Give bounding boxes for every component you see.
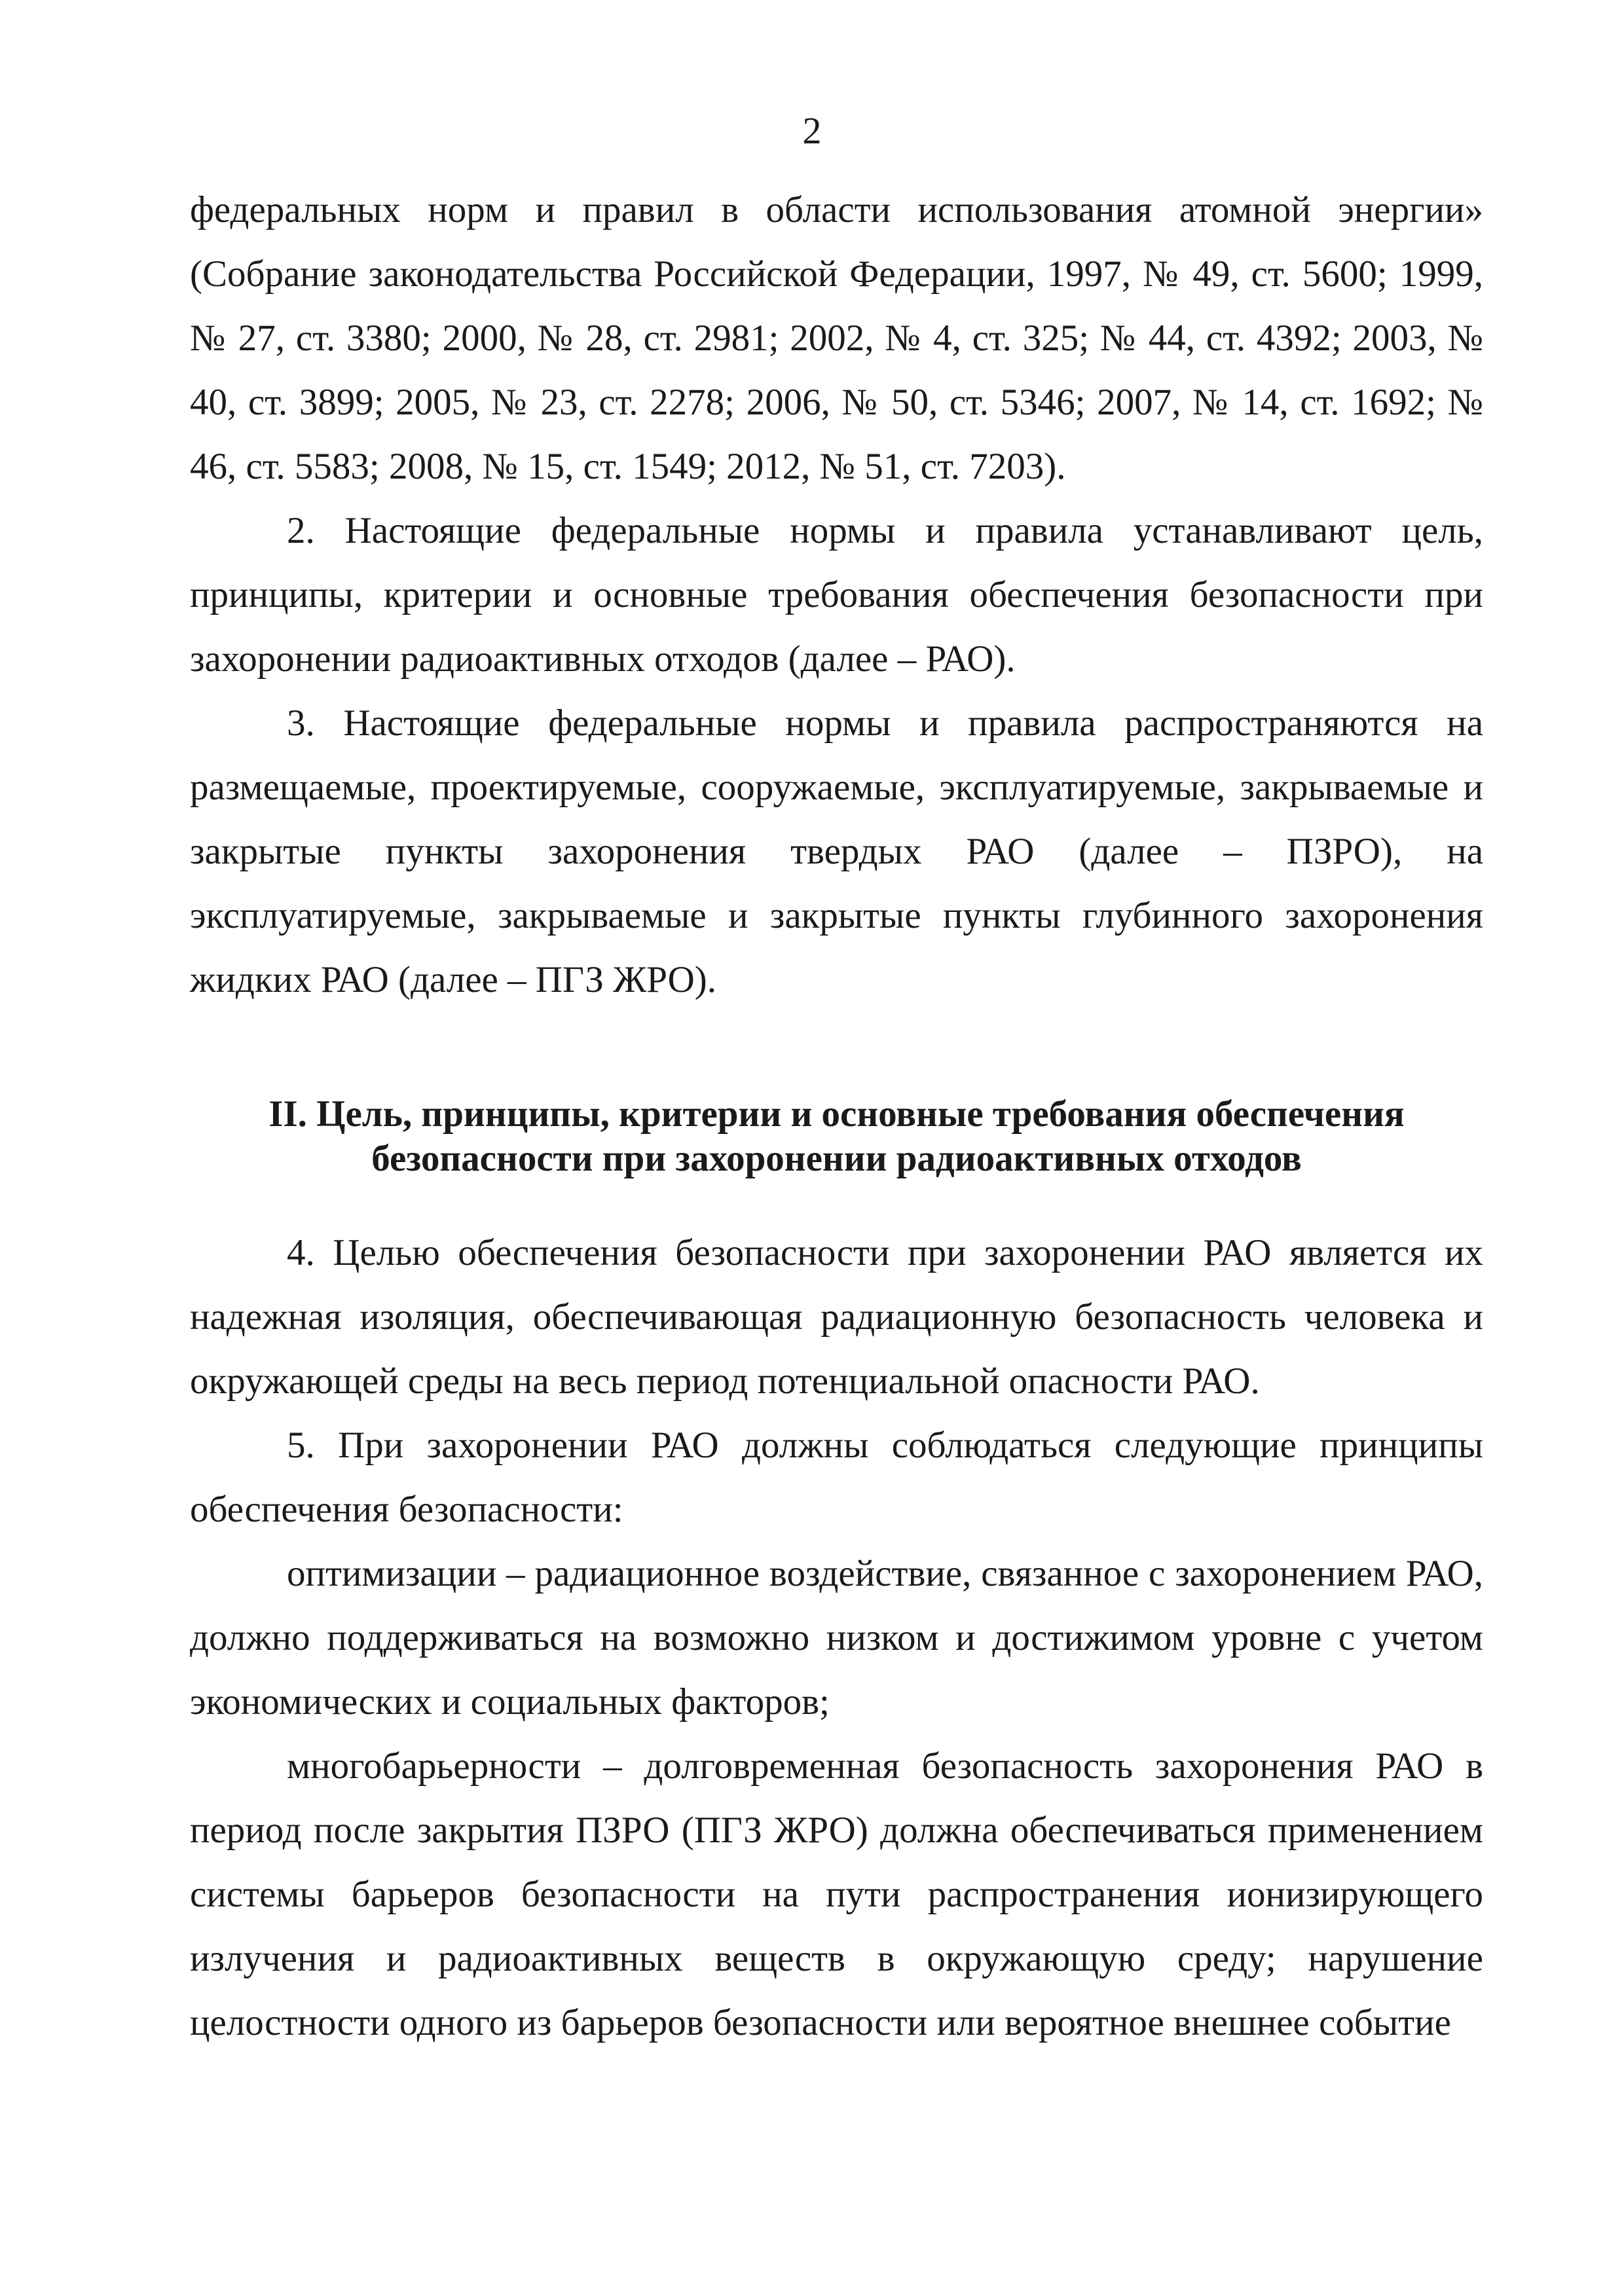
section-heading-line-1: II. Цель, принципы, критерии и основные требования обеспечения bbox=[268, 1093, 1405, 1135]
page-number: 2 bbox=[802, 109, 822, 152]
paragraph-2: 2. Настоящие федеральные нормы и правила устанавливают цель, принципы, критерии и основные требования обеспечения безопасности при захоронении радиоактивных отходов (далее – РАО). bbox=[190, 510, 1483, 680]
paragraph-continuation: федеральных норм и правил в области использования атомной энергии» (Собрание законодательства Российской Федерации, 1997, № 49, ст. 5600; 1999, № 27, ст. 3380; 2000, № 28, ст. 2981; 2002, № 4, ст. 325; № 44, ст. 4392; 2003, № 40, ст. 3899; 2005, № 23, ст. 2278; 2006, № 50, ст. 5346; 2007, № 14, ст. 1692; № 46, ст. 5583; 2008, № 15, ст. 1549; 2012, № 51, ст. 7203). bbox=[190, 189, 1483, 487]
paragraph-5: 5. При захоронении РАО должны соблюдаться следующие принципы обеспечения безопасности: bbox=[190, 1425, 1483, 1530]
section-heading-line-2: безопасности при захоронении радиоактивных отходов bbox=[371, 1138, 1302, 1179]
section-heading bbox=[190, 1092, 1483, 1181]
principle-optimization: оптимизации – радиационное воздействие, связанное с захоронением РАО, должно поддерживаться на возможно низком и достижимом уровне с учетом экономических и социальных факторов; bbox=[190, 1553, 1483, 1722]
text-block-section-2 bbox=[190, 1221, 1483, 2055]
text-block-intro bbox=[190, 178, 1483, 1012]
principle-multibarrier: многобарьерности – долговременная безопасность захоронения РАО в период после закрытия ПЗРО (ПГЗ ЖРО) должна обеспечиваться применением системы барьеров безопасности на пути распространения ионизирующего излучения и радиоактивных веществ в окружающую среду; нарушение целостности одного из барьеров безопасности или вероятное внешнее событие bbox=[190, 1745, 1483, 2043]
paragraph-4: 4. Целью обеспечения безопасности при захоронении РАО является их надежная изоляция, обеспечивающая радиационную безопасность человека и окружающей среды на весь период потенциальной опасности РАО. bbox=[190, 1232, 1483, 1402]
paragraph-3: 3. Настоящие федеральные нормы и правила распространяются на размещаемые, проектируемые, сооружаемые, эксплуатируемые, закрываемые и закрытые пункты захоронения твердых РАО (далее – ПЗРО), на эксплуатируемые, закрываемые и закрытые пункты глубинного захоронения жидких РАО (далее – ПГЗ ЖРО). bbox=[190, 702, 1483, 1000]
